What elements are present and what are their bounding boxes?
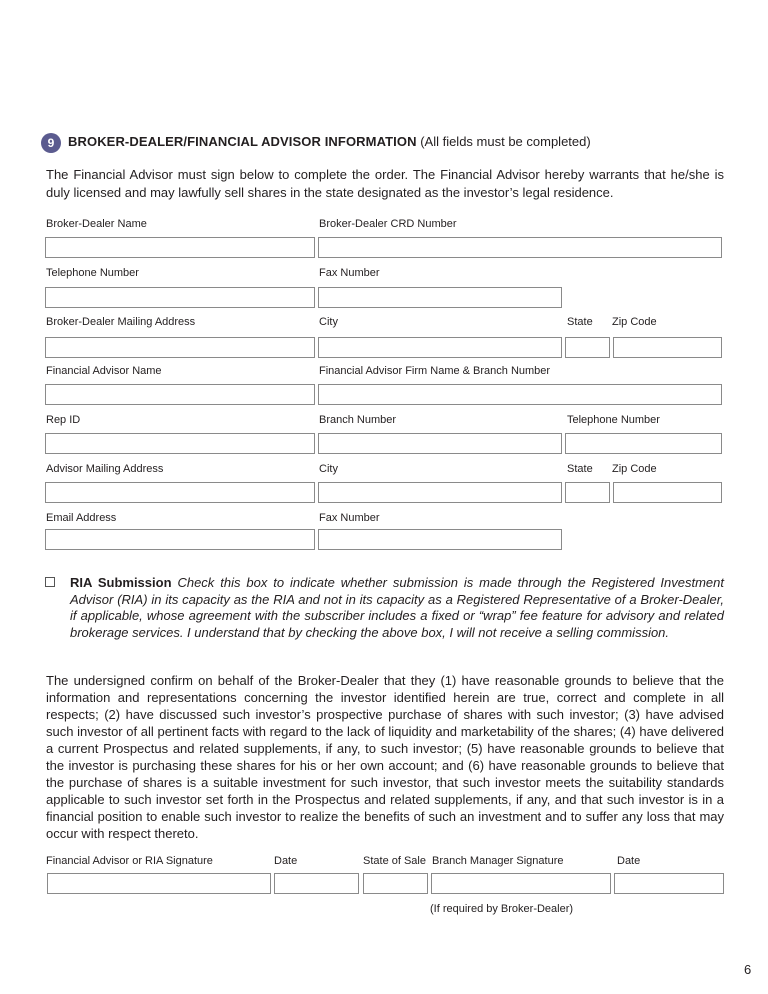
telephone-2-field[interactable] (565, 433, 722, 454)
ria-submission-text (70, 575, 724, 641)
zip-2-field[interactable] (613, 482, 722, 503)
branch-manager-signature-field[interactable] (431, 873, 611, 894)
state-label: State (567, 316, 593, 328)
fax-2-label: Fax Number (319, 512, 380, 524)
fa-signature-label: Financial Advisor or RIA Signature (46, 855, 213, 867)
branch-number-label: Branch Number (319, 414, 397, 426)
section-title (68, 134, 591, 149)
state-2-field[interactable] (565, 482, 610, 503)
financial-advisor-name-label: Financial Advisor Name (46, 365, 162, 377)
date-2-label: Date (617, 855, 641, 867)
state-of-sale-label: State of Sale (363, 855, 426, 867)
date-label: Date (274, 855, 298, 867)
ria-submission-description: Check this box to indicate whether submission is made through the Registered Investment Advisor (RIA) in its capacity as the RIA and not in its capacity as a Registered Representative of a Broker-Dealer, if applicable, whose agreement with the subscriber includes a fixed or “wrap” fee feature for advisory and related brokerage services. I understand that by checking the above box, I will not receive a selling commission. (70, 575, 725, 640)
zip-field[interactable] (613, 337, 722, 358)
broker-dealer-address-label: Broker-Dealer Mailing Address (46, 316, 196, 328)
branch-number-field[interactable] (318, 433, 562, 454)
broker-dealer-address-field[interactable] (45, 337, 315, 358)
zip-2-label: Zip Code (612, 463, 657, 475)
rep-id-label: Rep ID (46, 414, 81, 426)
zip-label: Zip Code (612, 316, 657, 328)
financial-advisor-name-field[interactable] (45, 384, 315, 405)
ria-submission-label: RIA Submission (70, 575, 172, 590)
date-field[interactable] (274, 873, 359, 894)
advisor-address-field[interactable] (45, 482, 315, 503)
city-2-field[interactable] (318, 482, 562, 503)
financial-advisor-firm-label: Financial Advisor Firm Name & Branch Number (319, 365, 551, 377)
rep-id-field[interactable] (45, 433, 315, 454)
branch-manager-note: (If required by Broker-Dealer) (430, 903, 574, 915)
section-title-note: (All fields must be completed) (420, 134, 591, 149)
financial-advisor-firm-field[interactable] (318, 384, 722, 405)
date-2-field[interactable] (614, 873, 724, 894)
telephone-label: Telephone Number (46, 267, 139, 279)
section-title-text: BROKER-DEALER/FINANCIAL ADVISOR INFORMATION (68, 134, 417, 149)
broker-dealer-crd-field[interactable] (318, 237, 722, 258)
email-label: Email Address (46, 512, 117, 524)
city-label: City (319, 316, 338, 328)
fax-2-field[interactable] (318, 529, 562, 550)
city-2-label: City (319, 463, 338, 475)
telephone-2-label: Telephone Number (567, 414, 660, 426)
branch-manager-label: Branch Manager Signature (432, 855, 564, 867)
telephone-field[interactable] (45, 287, 315, 308)
broker-dealer-name-field[interactable] (45, 237, 315, 258)
state-of-sale-field[interactable] (363, 873, 428, 894)
section-number-badge: 9 (41, 133, 61, 153)
state-field[interactable] (565, 337, 610, 358)
ria-submission-checkbox[interactable] (45, 577, 55, 587)
certification-paragraph: The undersigned confirm on behalf of the Broker-Dealer that they (1) have reasonable grounds to believe that the information and representations concerning the investor identified herein are true, correct and complete in all respects; (2) have discussed such investor’s prospective purchase of shares with such investor; (3) have advised such investor of all pertinent facts with regard to the lack of liquidity and marketability of the shares; (4) have delivered a current Prospectus and related supplements, if any, to such investor; (5) have reasonable grounds to believe that the investor is purchasing these shares for his or her own account; and (6) have reasonable grounds to believe that the purchase of shares is a suitable investment for such investor, that such investor meets the suitability standards applicable to such investor set forth in the Prospectus and related supplements, if any, and that such investor is in a financial position to enable such investor to realize the benefits of such an investment and to suffer any loss that may occur with respect thereto. (46, 673, 724, 841)
broker-dealer-crd-label: Broker-Dealer CRD Number (319, 218, 457, 230)
intro-paragraph: The Financial Advisor must sign below to complete the order. The Financial Advisor hereby warrants that he/she is duly licensed and may lawfully sell shares in the state designated as the investor’s legal residence. (46, 167, 724, 200)
advisor-address-label: Advisor Mailing Address (46, 463, 164, 475)
city-field[interactable] (318, 337, 562, 358)
page-number: 6 (744, 962, 752, 977)
fa-signature-field[interactable] (47, 873, 271, 894)
broker-dealer-name-label: Broker-Dealer Name (46, 218, 147, 230)
fax-label: Fax Number (319, 267, 380, 279)
email-field[interactable] (45, 529, 315, 550)
state-2-label: State (567, 463, 593, 475)
fax-field[interactable] (318, 287, 562, 308)
